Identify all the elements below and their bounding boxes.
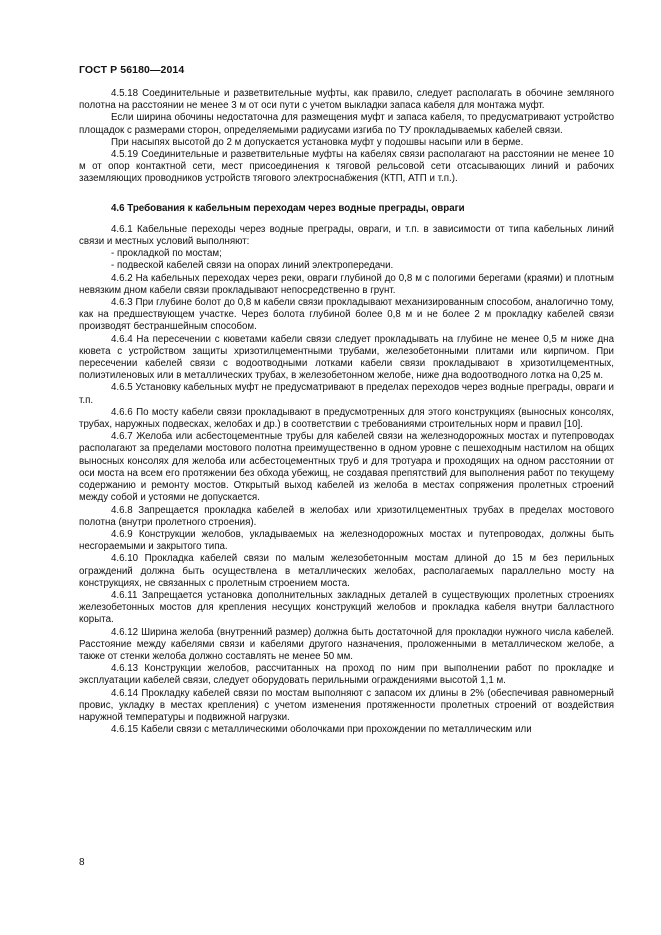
paragraph-4-6-14: 4.6.14 Прокладку кабелей связи по мостам выполняют с запасом их длины в 2% (обеспечивая равномерный провис, укладку в местах крепления) с учетом изменения протяженности пролетных строений от воздействия наружной температуры и подвижной нагрузки. — [79, 687, 614, 723]
paragraph-4-6-9: 4.6.9 Конструкции желобов, укладываемых на железнодорожных мостах и путепроводах, должны быть несгораемыми и закрытого типа. — [79, 528, 614, 553]
document-header: ГОСТ Р 56180—2014 — [79, 64, 185, 76]
paragraph-4-6-15: 4.6.15 Кабели связи с металлическими оболочками при прохождении по металлическим или — [111, 724, 532, 736]
paragraph-4-6-13: 4.6.13 Конструкции желобов, рассчитанных на проход по ним при выполнении работ по прокладке и эксплуатации кабелей связи, следует оборудовать перильными ограждениями высотой 1,1 м. — [79, 663, 614, 687]
paragraph-4-6-6: 4.6.6 По мосту кабели связи прокладывают в предусмотренных для этого конструкциях (выносных консолях, трубах, наружных подвесках, желобах и др.) в соответствии с требованиями строительных норм и правил [10]. — [79, 406, 614, 431]
list-item-bridges: - прокладкой по мостам; — [111, 248, 222, 260]
paragraph-4-5-19: 4.5.19 Соединительные и разветвительные муфты на кабелях связи располагают на расстоянии не менее 10 м от опор контактной сети, мест присоединения к тяговой рельсовой сети отсасывающих линий и рабочих заземляющих проводников устройств тягового электроснабжения (КТП, АТП и т.п.). — [79, 149, 614, 185]
paragraph-4-6-11: 4.6.11 Запрещается установка дополнительных закладных деталей в существующих пролетных строениях железобетонных мостов для крепления несущих конструкций желобов и прокладка кабеля внутри балластного корыта. — [79, 589, 614, 626]
section-title-4-6: 4.6 Требования к кабельным переходам через водные преграды, овраги — [111, 202, 465, 214]
section-gap — [79, 186, 614, 193]
paragraph-4-6-2: 4.6.2 На кабельных переходах через реки, овраги глубиной до 0,8 м с пологими берегами (краями) и плотным невязким дном кабели связи прокладывают непосредственно в грунт. — [79, 272, 614, 296]
paragraph-4-6-10: 4.6.10 Прокладка кабелей связи по малым железобетонным мостам длиной до 15 м без перильных ограждений должна быть осуществлена в металлических желобах, располагаемых параллельно мосту на конструкциях, не связанных с пролетным строением моста. — [79, 553, 614, 589]
paragraph-4-6-12: 4.6.12 Ширина желоба (внутренний размер) должна быть достаточной для прокладки нужного числа кабелей. Расстояние между кабелями связи и кабелями другого назначения, проложенными в металлическом желобе, а также от стенки желоба должно составлять не менее 50 мм. — [79, 626, 614, 662]
paragraph-4-5-18: 4.5.18 Соединительные и разветвительные муфты, как правило, следует располагать в обочине земляного полотна на расстоянии не менее 3 м от оси пути с учетом выкладки запаса кабеля для монтажа муфт. — [79, 88, 614, 112]
page-number: 8 — [79, 857, 85, 868]
paragraph-4-6-8: 4.6.8 Запрещается прокладка кабелей в желобах или хризотилцементных трубах в пределах мостового полотна (внутри пролетного строения). — [79, 504, 614, 528]
paragraph-4-6-4: 4.6.4 На пересечении с кюветами кабели связи следует прокладывать на глубине не менее 0,5 м ниже дна кювета с устройством защиты хризотилцементными трубами, железобетонными плитами или кирпичом. При пересечении кабелей связи с водоотводными лотками кабели связи прокладывают в хризотилцементных, полиэтиленовых или в металлических трубах, в железобетонном желобе, ниже дна водоотводного лотка на 0,25 м. — [79, 333, 614, 382]
list-item-power-lines: - подвеской кабелей связи на опорах линий электропередачи. — [111, 260, 394, 272]
paragraph-4-6-7: 4.6.7 Желоба или асбестоцементные трубы для кабелей связи на железнодорожных мостах и путепроводах располагают за пределами мостового полотна преимущественно в одном уровне с пешеходным настилом на общих выносных консолях для желоба или асбестоцементных труб и для тротуара и проходящих на одном расстоянии от оси моста на всем его протяжении без обхода убежищ, не создавая препятствий для выполнения работ по текущему содержанию и ремонту мостов. Открытый выход кабелей из желоба в местах сопряжения пролетных строений между собой и устоями не допускается. — [79, 431, 614, 504]
paragraph-4-6-1: 4.6.1 Кабельные переходы через водные преграды, овраги, и т.п. в зависимости от типа кабельных линий связи и местных условий выполняют: — [79, 223, 614, 248]
paragraph-4-6-5: 4.6.5 Установку кабельных муфт не предусматривают в пределах переходов через водные преграды, овраги и т.п. — [79, 382, 614, 406]
document-body — [79, 88, 614, 736]
paragraph-shoulder-width: Если ширина обочины недостаточна для размещения муфт и запаса кабеля, то предусматривают устройство площадок с размерами сторон, определяемыми радиусами изгиба по ТУ прокладываемых кабелей связи. — [79, 112, 614, 136]
paragraph-embankment: При насыпях высотой до 2 м допускается установка муфт у подошвы насыпи или в берме. — [111, 136, 524, 148]
paragraph-4-6-3: 4.6.3 При глубине болот до 0,8 м кабели связи прокладывают механизированным способом, аналогично тому, как на предшествующем участке. Через болота глубиной более 0,8 м и не более 2 м прокладку кабелей связи производят бестраншейным способом. — [79, 297, 614, 333]
